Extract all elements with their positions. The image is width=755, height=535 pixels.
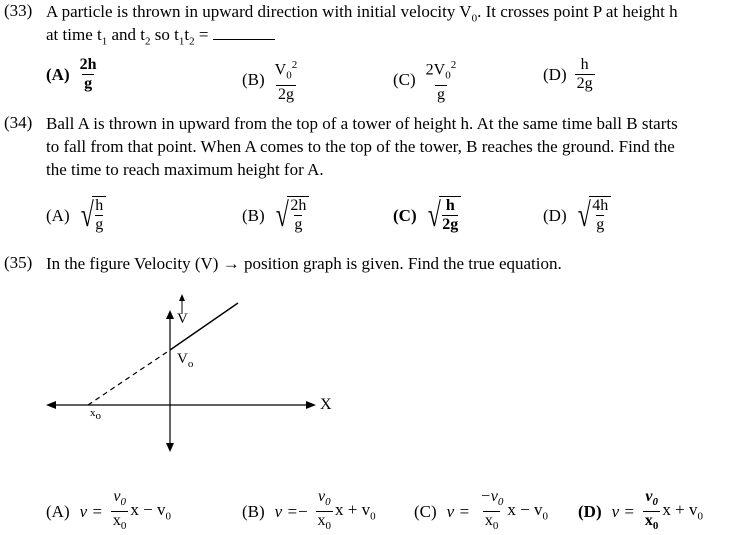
question-number: (33) — [4, 1, 33, 20]
question-text-line: at time $t_1$ and $t_2$ so $t_1t_2$ = — [46, 24, 275, 52]
option-b[interactable]: (B) √ 2h g — [242, 196, 309, 236]
option-c[interactable]: (C) $\frac{2V_0^2}{g}$ — [393, 59, 457, 103]
option-b[interactable]: (B) v = − $\frac{v_0}{x_0}$ $x + v_0$ — [242, 488, 376, 535]
x-axis-left-arrow — [46, 401, 56, 409]
y-axis-bottom-arrow — [166, 443, 174, 452]
x0-label: $x_o$ — [90, 407, 101, 423]
v0-label: $V_o$ — [177, 351, 194, 370]
question-text-line: Ball A is thrown in upward from the top of a tower of height h. At the same time ball B starts — [46, 114, 678, 133]
arrow-icon: → — [222, 254, 240, 273]
question-text-line: A particle is thrown in upward direction with initial velocity $V_0$. It crosses point P at height h — [46, 2, 678, 25]
question-number: (35) — [4, 253, 33, 272]
v-label-arrow-head — [179, 294, 185, 301]
option-b[interactable]: (B) $\frac{V_0^2}{2g}$ — [242, 59, 298, 103]
option-a[interactable]: (A) √ h g — [46, 196, 106, 236]
v-axis-label: V — [177, 311, 188, 327]
question-text-line: to fall from that point. When A comes to the top of the tower, B reaches the ground. Find the — [46, 137, 675, 156]
y-axis-top-arrow — [166, 310, 174, 319]
option-c[interactable]: (C) √ h 2g — [393, 196, 461, 236]
dashed-extension-line — [88, 350, 170, 405]
option-d[interactable]: (D) √ 4h g — [543, 196, 611, 236]
question-text-line: the time to reach maximum height for A. — [46, 160, 324, 179]
x-axis-label: X — [320, 396, 332, 413]
option-c[interactable]: (C) v = $\frac{-v_0}{x_0}$ $x - v_0$ — [414, 488, 548, 535]
option-a[interactable]: (A) $\frac{2h}{g}$ — [46, 56, 97, 92]
option-d[interactable]: (D) $\frac{h}{2g}$ — [543, 56, 593, 92]
option-d[interactable]: (D) v = $\frac{v_0}{x_0}$ $x + v_0$ — [578, 488, 703, 535]
question-text-line: In the figure Velocity (V) → position graph is given. Find the true equation. — [46, 254, 562, 273]
x-axis-right-arrow — [306, 401, 316, 409]
question-number: (34) — [4, 113, 33, 132]
option-a[interactable]: (A) v = $\frac{v_0}{x_0}$ $x - v_0$ — [46, 488, 171, 535]
